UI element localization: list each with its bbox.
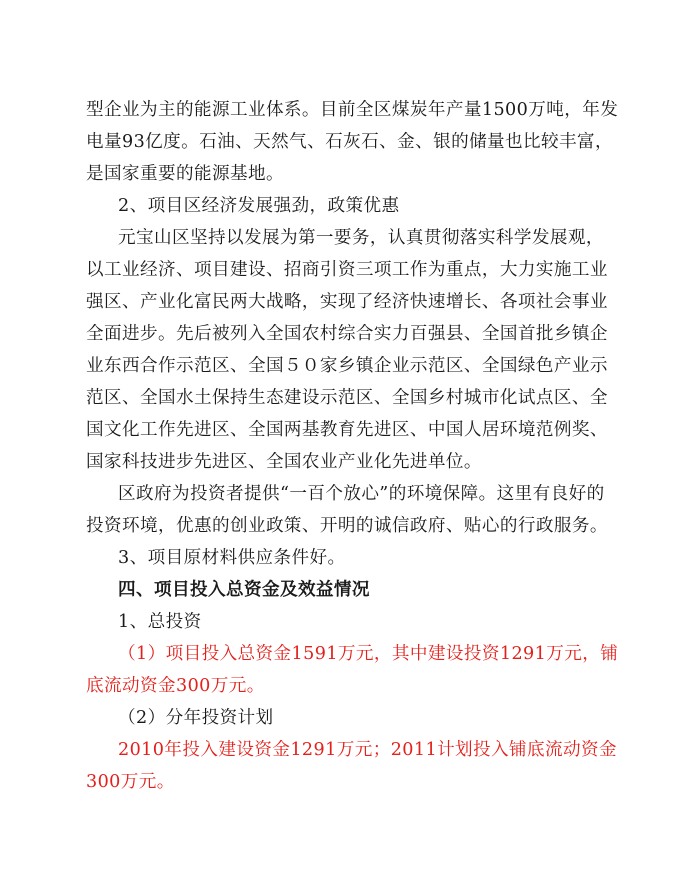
chapter-heading: 四、项目投入总资金及效益情况 <box>118 579 370 600</box>
paragraph-line: 以工业经济、项目建设、招商引资三项工作为重点，大力实施工业 <box>86 260 608 280</box>
paragraph-line: 业东西合作示范区、全国５０家乡镇企业示范区、全国绿色产业示 <box>86 356 608 376</box>
paragraph-line: 强区、产业化富民两大战略，实现了经济快速增长、各项社会事业 <box>86 292 608 312</box>
highlighted-line: 300万元。 <box>86 772 175 792</box>
paragraph-line: 型企业为主的能源工业体系。目前全区煤炭年产量1500万吨，年发 <box>86 100 619 120</box>
paragraph-line: 元宝山区坚持以发展为第一要务，认真贯彻落实科学发展观， <box>118 228 604 248</box>
section-heading: 3、项目原材料供应条件好。 <box>118 548 346 568</box>
section-heading: 1、总投资 <box>118 612 202 632</box>
paragraph-line: 全面进步。先后被列入全国农村综合实力百强县、全国首批乡镇企 <box>86 324 608 344</box>
paragraph-line: 国文化工作先进区、全国两基教育先进区、中国人居环境范例奖、 <box>86 420 608 440</box>
paragraph-line: 投资环境，优惠的创业政策、开明的诚信政府、贴心的行政服务。 <box>86 516 608 536</box>
paragraph-line: 区政府为投资者提供“一百个放心”的环境保障。这里有良好的 <box>118 484 605 504</box>
section-heading: （2）分年投资计划 <box>118 708 274 728</box>
highlighted-line: 2010年投入建设资金1291万元；2011计划投入铺底流动资金 <box>118 740 618 760</box>
highlighted-line: 底流动资金300万元。 <box>86 676 265 696</box>
section-heading: 2、项目区经济发展强劲，政策优惠 <box>118 196 400 216</box>
highlighted-line: （1）项目投入总资金1591万元，其中建设投资1291万元，铺 <box>118 644 619 664</box>
paragraph-line: 是国家重要的能源基地。 <box>86 164 284 184</box>
paragraph-line: 电量93亿度。石油、天然气、石灰石、金、银的储量也比较丰富， <box>86 132 614 152</box>
paragraph-line: 国家科技进步先进区、全国农业产业化先进单位。 <box>86 452 482 472</box>
paragraph-line: 范区、全国水土保持生态建设示范区、全国乡村城市化试点区、全 <box>86 388 608 408</box>
